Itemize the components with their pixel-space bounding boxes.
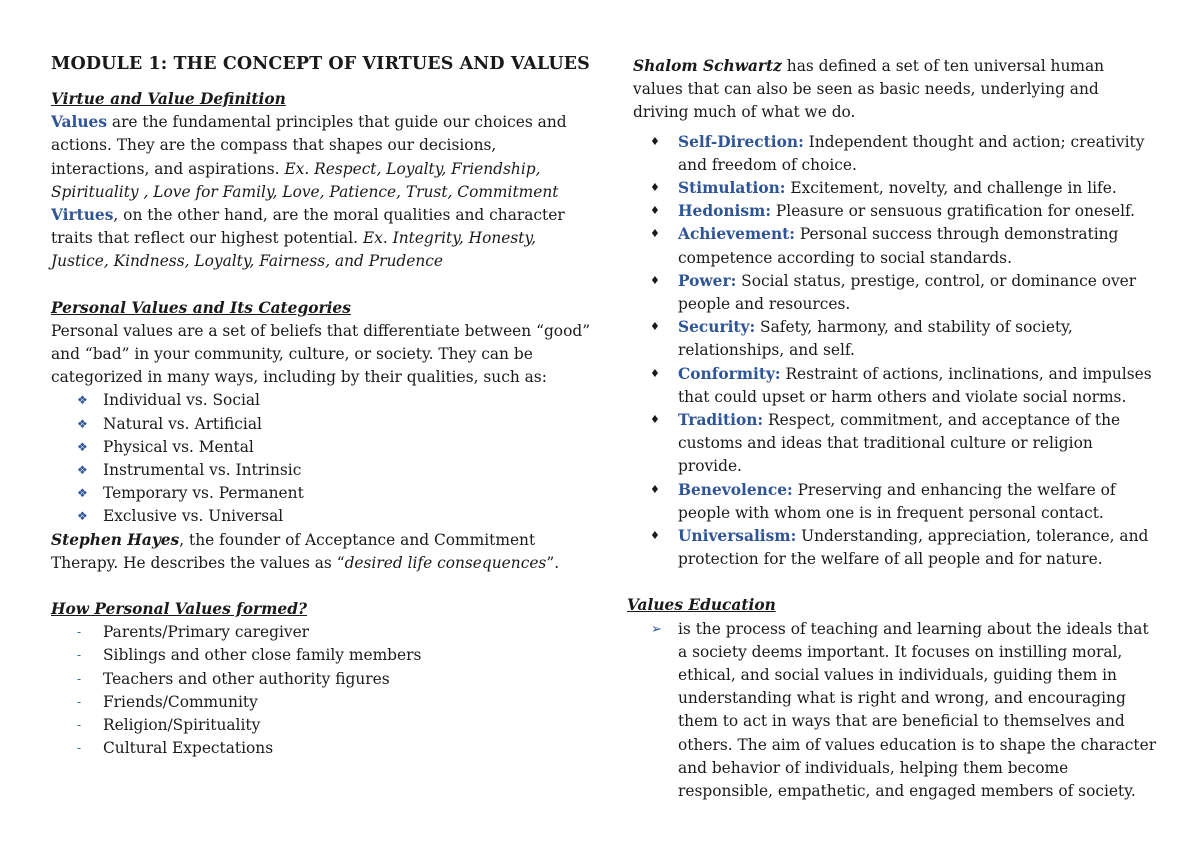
list-item: - Friends/Community <box>51 691 591 714</box>
personal-values-intro: Personal values are a set of beliefs that differentiate between “good” and “bad” in your community, culture, or society. They can be categorized in many ways, including by their qualities, such as: <box>51 321 591 387</box>
right-column <box>627 55 1158 803</box>
hayes-name: Stephen Hayes <box>51 530 180 549</box>
virtues-definition <box>51 204 591 274</box>
diamond-bullet-icon: ♦ <box>650 482 660 496</box>
virtues-examples: Ex. Integrity, Honesty, Justice, Kindness, Loyalty, Fairness, and Prudence <box>51 229 537 271</box>
dash-bullet-icon: - <box>77 718 82 733</box>
list-item: ❖ Physical vs. Mental <box>51 436 591 459</box>
values-definition <box>51 111 591 204</box>
schwartz-values-list <box>633 131 1158 572</box>
list-item: - Teachers and other authority figures <box>51 668 591 691</box>
list-item: ♦ Universalism: Understanding, appreciation, tolerance, and protection for the welfare of all people and for nature. <box>633 525 1158 571</box>
diamond-bullet-icon: ♦ <box>650 529 660 543</box>
values-education-heading: Values Education <box>627 596 776 615</box>
schwartz-paragraph: Shalom Schwartz has defined a set of ten universal human values that can also be seen as basic needs, underlying and driving much of what we do. <box>633 57 1105 122</box>
virtue-value-heading: Virtue and Value Definition <box>51 90 286 108</box>
list-item: - Cultural Expectations <box>51 737 591 760</box>
diamond-bullet-icon: ♦ <box>650 134 660 148</box>
list-item: ♦ Hedonism: Pleasure or sensuous gratification for oneself. <box>633 200 1158 223</box>
hayes-quote: desired life consequences <box>344 553 547 572</box>
list-item: ♦ Stimulation: Excitement, novelty, and challenge in life. <box>633 177 1158 200</box>
diamond-bullet-icon: ❖ <box>77 509 88 524</box>
diamond-bullet-icon: ♦ <box>650 227 660 241</box>
list-item: ❖ Individual vs. Social <box>51 389 591 412</box>
list-item: - Siblings and other close family members <box>51 644 591 667</box>
values-term: Values <box>51 113 107 132</box>
dash-bullet-icon: - <box>77 671 82 686</box>
schwartz-name: Shalom Schwartz <box>633 57 782 75</box>
diamond-bullet-icon: ♦ <box>650 320 660 334</box>
diamond-bullet-icon: ❖ <box>77 416 88 431</box>
values-examples: Ex. Respect, Loyalty, Friendship, Spirituality , Love for Family, Love, Patience, Trust, Commitment <box>51 159 559 201</box>
list-item: ❖ Temporary vs. Permanent <box>51 482 591 505</box>
list-item: ♦ Security: Safety, harmony, and stability of society, relationships, and self. <box>633 316 1158 362</box>
values-formed-heading: How Personal Values formed? <box>51 600 307 619</box>
diamond-bullet-icon: ♦ <box>650 366 660 380</box>
list-item: ❖ Instrumental vs. Intrinsic <box>51 459 591 482</box>
left-column <box>51 52 591 760</box>
list-item: ❖ Exclusive vs. Universal <box>51 505 591 528</box>
list-item: - Religion/Spirituality <box>51 714 591 737</box>
diamond-bullet-icon: ❖ <box>77 439 88 454</box>
dash-bullet-icon: - <box>77 741 82 756</box>
diamond-bullet-icon: ♦ <box>650 204 660 218</box>
list-item: ♦ Achievement: Personal success through demonstrating competence according to social standards. <box>633 223 1158 269</box>
diamond-bullet-icon: ❖ <box>77 486 88 501</box>
diamond-bullet-icon: ♦ <box>650 413 660 427</box>
dash-bullet-icon: - <box>77 694 82 709</box>
diamond-bullet-icon: ♦ <box>650 273 660 287</box>
diamond-bullet-icon: ❖ <box>77 463 88 478</box>
dash-bullet-icon: - <box>77 648 82 663</box>
module-title: MODULE 1: THE CONCEPT OF VIRTUES AND VALUES <box>51 54 590 74</box>
sources-list <box>51 621 591 760</box>
values-education-item <box>633 618 1158 804</box>
list-item: ❖ Natural vs. Artificial <box>51 413 591 436</box>
list-item: ♦ Conformity: Restraint of actions, inclinations, and impulses that could upset or harm others and violate social norms. <box>633 363 1158 409</box>
categories-list <box>51 389 591 528</box>
list-item: ♦ Self-Direction: Independent thought and action; creativity and freedom of choice. <box>633 131 1158 177</box>
dash-bullet-icon: - <box>77 625 82 640</box>
personal-values-heading: Personal Values and Its Categories <box>51 298 351 317</box>
list-item: ♦ Benevolence: Preserving and enhancing the welfare of people with whom one is in frequent personal contact. <box>633 479 1158 525</box>
values-education-text: is the process of teaching and learning about the ideals that a society deems important. It focuses on instilling moral, ethical, and social values in individuals, guiding them in understanding what is right and wrong, and encouraging them to act in ways that are beneficial to themselves and others. The aim of values education is to shape the character and behavior of individuals, helping them become responsible, empathetic, and engaged members of society. <box>678 619 1157 801</box>
virtues-text: , on the other hand, are the moral qualities and character traits that reflect our highest potential. <box>51 206 565 248</box>
list-item: - Parents/Primary caregiver <box>51 621 591 644</box>
values-text: are the fundamental principles that guide our choices and actions. They are the compass that shapes our decisions, interactions, and aspirations. <box>51 113 567 178</box>
virtues-term: Virtues <box>51 206 114 225</box>
arrow-bullet-icon: ➢ <box>651 621 662 637</box>
diamond-bullet-icon: ❖ <box>77 393 88 408</box>
list-item: ♦ Tradition: Respect, commitment, and acceptance of the customs and ideas that traditional culture or religion provide. <box>633 409 1158 479</box>
diamond-bullet-icon: ♦ <box>650 181 660 195</box>
hayes-paragraph: Stephen Hayes, the founder of Acceptance and Commitment Therapy. He describes the values as “desired life consequences”. <box>51 530 560 572</box>
list-item: ♦ Power: Social status, prestige, control, or dominance over people and resources. <box>633 270 1158 316</box>
